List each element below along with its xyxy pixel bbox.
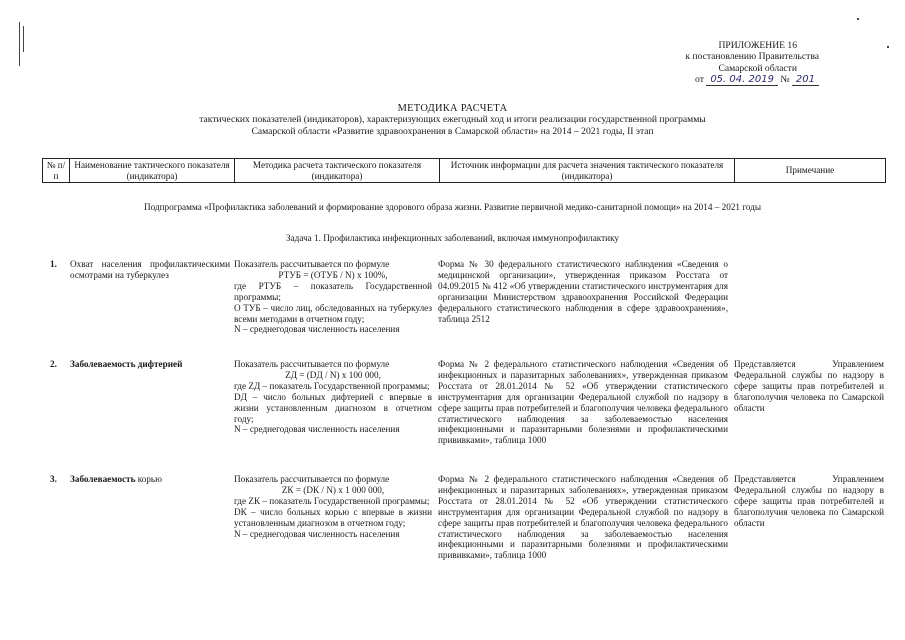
method-formula: ZК = (DК / N) х 1 000 000, (281, 484, 385, 495)
method-definition: DД – число больных дифтерией с впервые в жизни установленным диагнозом в отчетном году; (234, 391, 432, 424)
col-source-header: Источник информации для расчета значения тактического показателя (индикатора) (440, 159, 735, 183)
task-heading: Задача 1. Профилактика инфекционных заболеваний, включая иммунопрофилактику (286, 233, 619, 243)
row-number: 1. (50, 259, 57, 269)
indicator-name (70, 474, 230, 485)
date-value: 05. 04. 2019 (706, 74, 778, 86)
appendix-block (685, 40, 819, 86)
date-prefix: от (695, 74, 704, 86)
col-note-header: Примечание (735, 159, 886, 183)
indicator-name: Заболеваемость дифтерией (70, 359, 183, 369)
method-cell (234, 259, 432, 335)
method-definition: DК – число больных корью с впервые в жизни установленным диагнозом в отчетном году; (234, 506, 432, 528)
method-intro: Показатель рассчитывается по формуле (234, 259, 390, 269)
header-table (42, 158, 886, 183)
method-intro: Показатель рассчитывается по формуле (234, 474, 390, 484)
col-method-header: Методика расчета тактического показателя (индикатора) (235, 159, 440, 183)
method-where: где РТУБ – показатель Государственной программы; (234, 280, 432, 302)
method-definition: О ТУБ – число лиц, обследованных на туберкулез всеми методами в отчетном году; (234, 302, 432, 324)
number-prefix: № (780, 74, 790, 86)
appendix-region: Самарской области (718, 62, 797, 74)
method-intro: Показатель рассчитывается по формуле (234, 359, 390, 369)
title-line-2: тактических показателей (индикаторов), характеризующих ежегодный ход и итоги реализации государственной программы (199, 114, 706, 126)
indicator-name-bold: Заболеваемость (70, 474, 136, 484)
method-where: где ZК – показатель Государственной программы; (234, 495, 430, 506)
appendix-decree: к постановлению Правительства (685, 51, 819, 63)
appendix-date-line (685, 74, 819, 85)
scan-dot (857, 18, 859, 20)
method-population: N – среднегодовая численность населения (234, 324, 400, 335)
scan-dot (887, 46, 889, 48)
col-name-header: Наименование тактического показателя (индикатора) (70, 159, 235, 183)
indicator-name: Охват населения профилактическими осмотрами на туберкулез (70, 259, 230, 280)
method-where: где ZД – показатель Государственной программы; (234, 380, 430, 391)
method-cell (234, 474, 432, 539)
title-main: МЕТОДИКА РАСЧЕТА (397, 103, 508, 114)
subprogram-heading: Подпрограмма «Профилактика заболеваний и формирование здорового образа жизни. Развитие первичной медико-санитарной помощи» на 2014 – 2021 годы (143, 202, 762, 212)
note-cell: Представляется Управлением Федеральной службы по надзору в сфере защиты прав потребителей и благополучия человека по Самарской области (734, 474, 884, 528)
method-population: N – среднегодовая численность населения (234, 424, 400, 435)
source-cell: Форма № 30 федерального статистического наблюдения «Сведения о медицинской организации», утвержденная приказом Росстата от 04.09.2015 № 412 «Об утверждении статистического инструментария для организации Министерством здравоохранения Российской Федерации федерального статистического наблюдения в сфере здравоохранения», таблица 2512 (438, 259, 728, 324)
number-value: 201 (792, 74, 819, 86)
method-formula: ZД = (DД / N) х 100 000, (285, 369, 381, 380)
scan-margin-line (23, 26, 24, 52)
col-num-header: № п/п (43, 159, 70, 183)
title-line-3: Самарской области «Развитие здравоохранения в Самарской области» на 2014 – 2021 годы, II этап (251, 125, 654, 137)
document-title (0, 103, 905, 137)
row-number: 3. (50, 474, 57, 484)
method-cell (234, 359, 432, 435)
method-formula: РТУБ = (ОТУБ / N) х 100%, (278, 269, 388, 280)
note-cell: Представляется Управлением Федеральной службы по надзору в сфере защиты прав потребителей и благополучия человека по Самарской области (734, 359, 884, 413)
source-cell: Форма № 2 федерального статистического наблюдения «Сведения об инфекционных и паразитарных заболеваниях», утвержденная приказом Росстата от 28.01.2014 № 52 «Об утверждении статистического инструментария для организации Федеральной службой по надзору в сфере защиты прав потребителей и благополучия человека федерального статистического наблюдения за заболеваемостью населения инфекционными и паразитарными болезнями и профилактическими прививками», таблица 1000 (438, 474, 728, 561)
indicator-name-rest: корью (135, 474, 162, 484)
scan-margin-line (19, 22, 20, 66)
source-cell: Форма № 2 федерального статистического наблюдения «Сведения об инфекционных и паразитарных заболеваниях», утвержденная приказом Росстата от 28.01.2014 № 52 «Об утверждении статистического инструментария для организации Федеральной службой по надзору в сфере защиты прав потребителей и благополучия человека федерального статистического наблюдения за заболеваемостью населения инфекционными и паразитарными болезнями и профилактическими прививками», таблица 1000 (438, 359, 728, 446)
header-row (43, 159, 886, 183)
row-number: 2. (50, 359, 57, 369)
method-population: N – среднегодовая численность населения (234, 528, 400, 539)
appendix-title: ПРИЛОЖЕНИЕ 16 (718, 40, 797, 51)
